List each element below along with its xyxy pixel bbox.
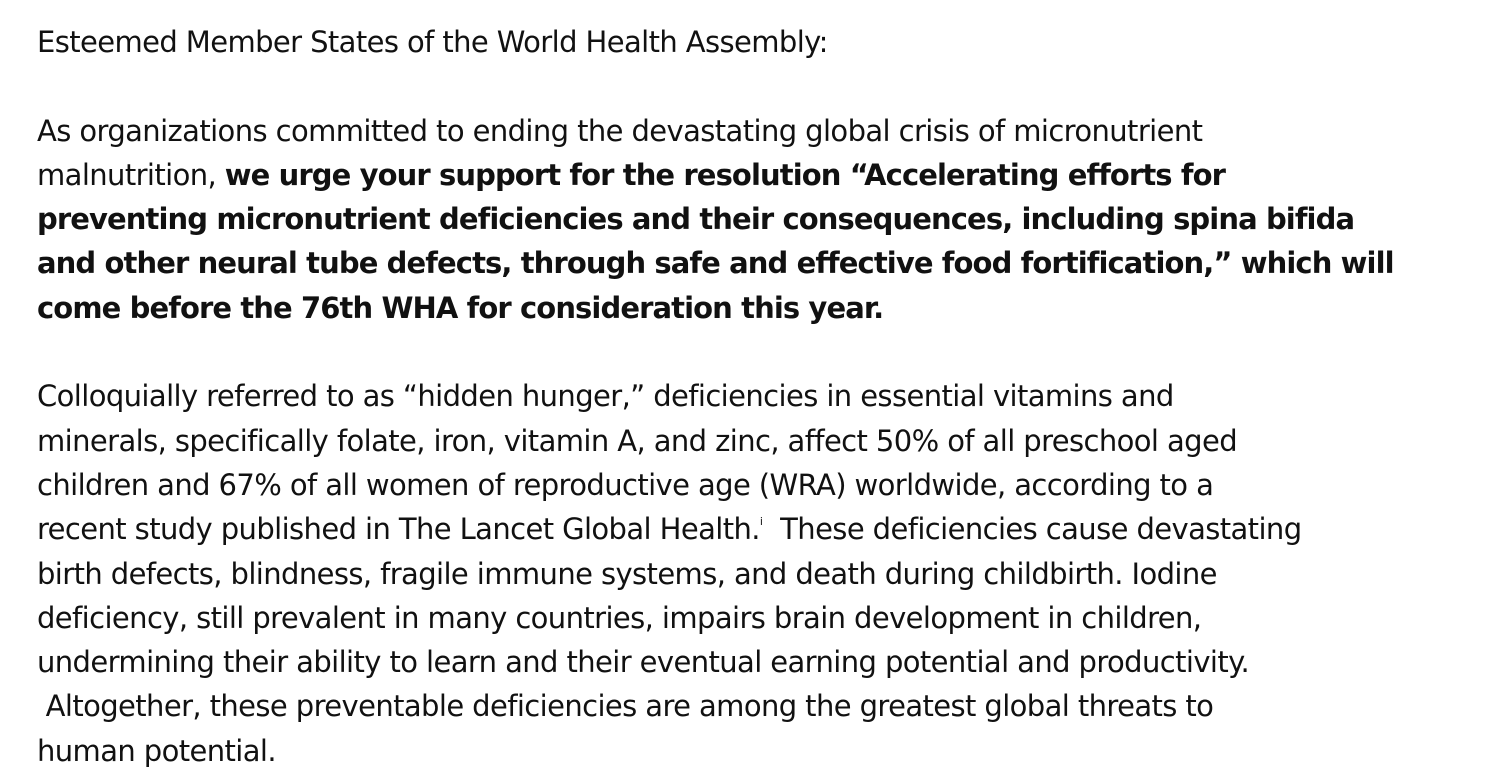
paragraph2-line3: children and 67% of all women of reproductive age (WRA) worldwide, according to a: [37, 467, 1214, 502]
paragraph2-line8: Altogether, these preventable deficiencies are among the greatest global threats to: [37, 689, 1214, 724]
paragraph2-line1: Colloquially referred to as “hidden hunger,” deficiencies in essential vitamins and: [37, 379, 1174, 414]
paragraph2-line6: deficiency, still prevalent in many countries, impairs brain development in children,: [37, 600, 1202, 635]
paragraph2-line5: birth defects, blindness, fragile immune systems, and death during childbirth. Iodine: [37, 556, 1217, 591]
paragraph-resolution-request: [37, 109, 1477, 330]
paragraph1-line4: and other neural tube defects, through safe and effective food fortification,” which will: [37, 246, 1394, 281]
footnote-marker[interactable]: i: [759, 514, 763, 528]
paragraph1-line2-regular: malnutrition,: [37, 157, 225, 192]
paragraph2-line4-continuation: These deficiencies cause devastating: [762, 512, 1302, 547]
salutation: Esteemed Member States of the World Health Assembly:: [37, 25, 828, 59]
paragraph2-line7: undermining their ability to learn and their eventual earning potential and productivity.: [37, 645, 1250, 680]
paragraph1-line2-bold: we urge your support for the resolution “Accelerating efforts for: [224, 157, 1225, 192]
paragraph2-line2: minerals, specifically folate, iron, vitamin A, and zinc, affect 50% of all preschool aged: [37, 423, 1238, 458]
paragraph-spacer: [37, 64, 1477, 108]
paragraph2-line9: human potential.: [37, 733, 276, 768]
paragraph1-line3: preventing micronutrient deficiencies and their consequences, including spina bifida: [37, 202, 1355, 237]
paragraph-spacer: [37, 330, 1477, 374]
paragraph-hidden-hunger: [37, 374, 1477, 773]
paragraph2-line4: [37, 507, 1477, 551]
paragraph1-line1: As organizations committed to ending the devastating global crisis of micronutrient: [37, 113, 1203, 148]
paragraph1-line2: [37, 153, 1477, 197]
letter-body: [37, 20, 1477, 773]
paragraph1-line5: come before the 76th WHA for consideration this year.: [37, 290, 884, 325]
paragraph2-line4-text: recent study published in The Lancet Global Health.: [37, 512, 760, 547]
